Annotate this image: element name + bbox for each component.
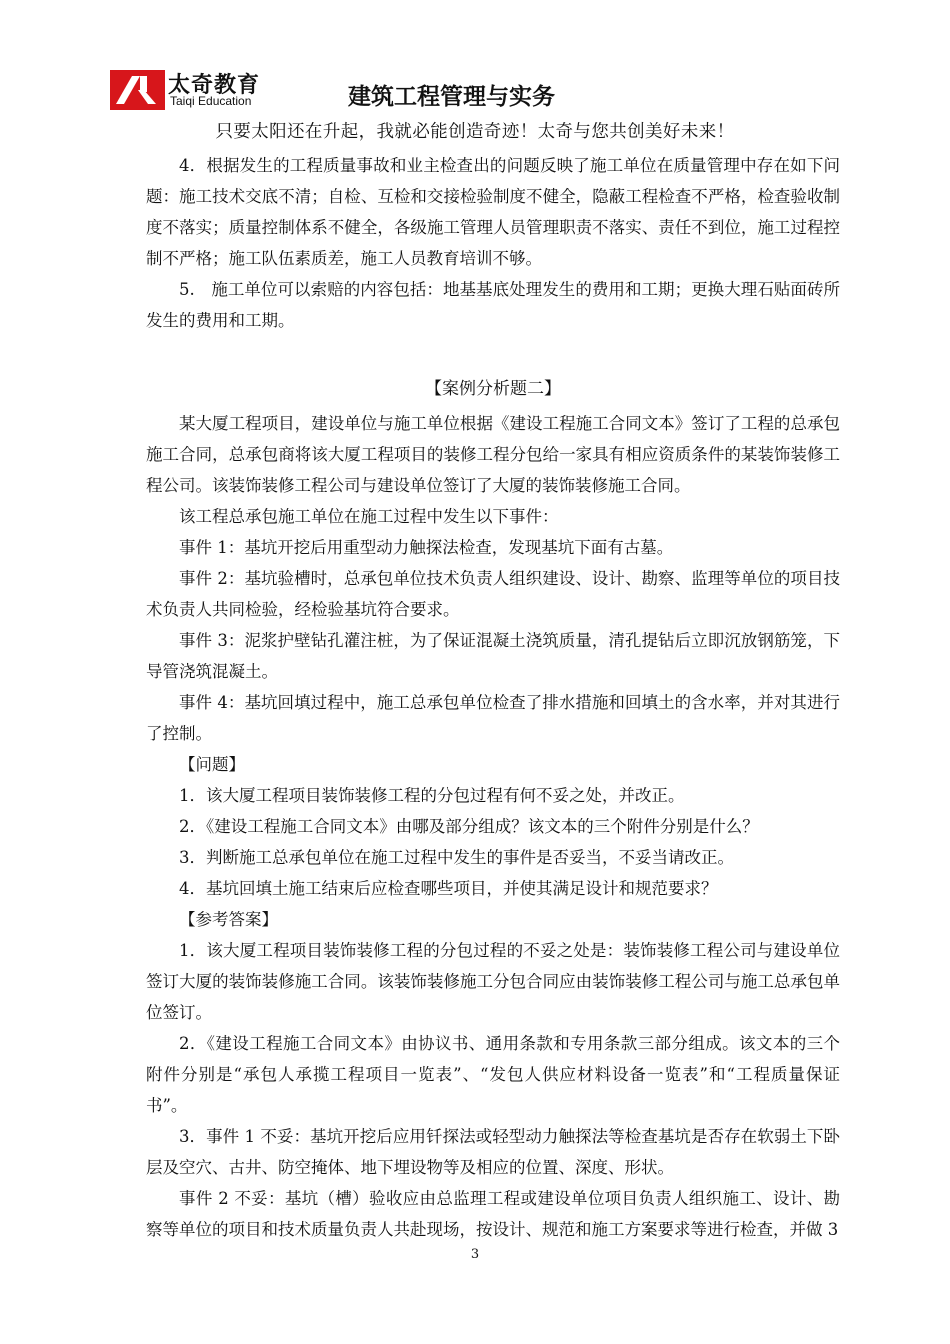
event-4: 事件 4：基坑回填过程中，施工总承包单位检查了排水措施和回填土的含水率，并对其进行了控制。 bbox=[146, 693, 840, 743]
answer-4-paragraph: 4．根据发生的工程质量事故和业主检查出的问题反映了施工单位在质量管理中存在如下问题：施工技术交底不清；自检、互检和交接检验制度不健全，隐蔽工程检查不严格，检查验收制度不落实；质量控制体系不健全，各级施工管理人员管理职责不落实、责任不到位，施工过程控制不严格；施工队伍素质差，施工人员教育培训不够。 bbox=[146, 156, 840, 268]
question-2: 2．《建设工程施工合同文本》由哪及部分组成？该文本的三个附件分别是什么？ bbox=[179, 817, 759, 836]
answer-3-event-2: 事件 2 不妥：基坑（槽）验收应由总监理工程或建设单位项目负责人组织施工、设计、勘察等单位的项目和技术质量负责人共赴现场，按设计、规范和施工方案要求等进行检查，并做 3 bbox=[146, 1189, 840, 1239]
header-slogan: 只要太阳还在升起，我就必能创造奇迹！太奇与您共创美好未来！ bbox=[215, 122, 735, 142]
case-events-intro: 该工程总承包施工单位在施工过程中发生以下事件： bbox=[179, 507, 559, 526]
event-2: 事件 2：基坑验槽时，总承包单位技术负责人组织建设、设计、勘察、监理等单位的项目技术负责人共同检验，经检验基坑符合要求。 bbox=[146, 569, 840, 619]
page-number: 3 bbox=[470, 1247, 480, 1262]
document-title: 建筑工程管理与实务 bbox=[348, 84, 555, 110]
page-header bbox=[0, 0, 950, 142]
question-3: 3．判断施工总承包单位在施工过程中发生的事件是否妥当，不妥当请改正。 bbox=[179, 848, 734, 867]
answers-heading: 【参考答案】 bbox=[179, 910, 278, 929]
logo-chinese-text: 太奇教育 bbox=[168, 73, 261, 98]
case-intro-paragraph: 某大厦工程项目，建设单位与施工单位根据《建设工程施工合同文本》签订了工程的总承包施工合同，总承包商将该大厦工程项目的装修工程分包给一家具有相应资质条件的某装饰装修工程公司。该装饰装修工程公司与建设单位签订了大厦的装饰装修施工合同。 bbox=[146, 414, 840, 495]
questions-heading: 【问题】 bbox=[179, 755, 245, 774]
case-heading: 【案例分析题二】 bbox=[425, 379, 561, 399]
answer-3: 3．事件 1 不妥：基坑开挖后应用钎探法或轻型动力触探法等检查基坑是否存在软弱土下卧层及空穴、古井、防空掩体、地下埋设物等及相应的位置、深度、形状。 bbox=[146, 1127, 840, 1177]
event-3: 事件 3：泥浆护壁钻孔灌注桩，为了保证混凝土浇筑质量，清孔提钻后立即沉放钢筋笼，下导管浇筑混凝土。 bbox=[146, 631, 840, 681]
taiqi-logo-mark-icon bbox=[110, 70, 165, 110]
answer-1: 1．该大厦工程项目装饰装修工程的分包过程的不妥之处是：装饰装修工程公司与建设单位签订大厦的装饰装修施工合同。该装饰装修施工分包合同应由装饰装修工程公司与施工总承包单位签订。 bbox=[146, 941, 840, 1022]
event-1: 事件 1：基坑开挖后用重型动力触探法检查，发现基坑下面有古墓。 bbox=[179, 538, 674, 557]
taiqi-logo bbox=[110, 70, 260, 110]
question-1: 1．该大厦工程项目装饰装修工程的分包过程有何不妥之处，并改正。 bbox=[179, 786, 685, 805]
question-4: 4．基坑回填土施工结束后应检查哪些项目，并使其满足设计和规范要求？ bbox=[179, 879, 718, 898]
logo-english-text: Taiqi Education bbox=[170, 94, 252, 108]
answer-5-paragraph: 5. 施工单位可以索赔的内容包括：地基基底处理发生的费用和工期；更换大理石贴面砖所发生的费用和工期。 bbox=[146, 280, 840, 330]
document-body bbox=[146, 150, 840, 1245]
answer-2: 2．《建设工程施工合同文本》由协议书、通用条款和专用条款三部分组成。该文本的三个附件分别是“承包人承揽工程项目一览表”、“发包人供应材料设备一览表”和“工程质量保证书”。 bbox=[146, 1034, 840, 1115]
